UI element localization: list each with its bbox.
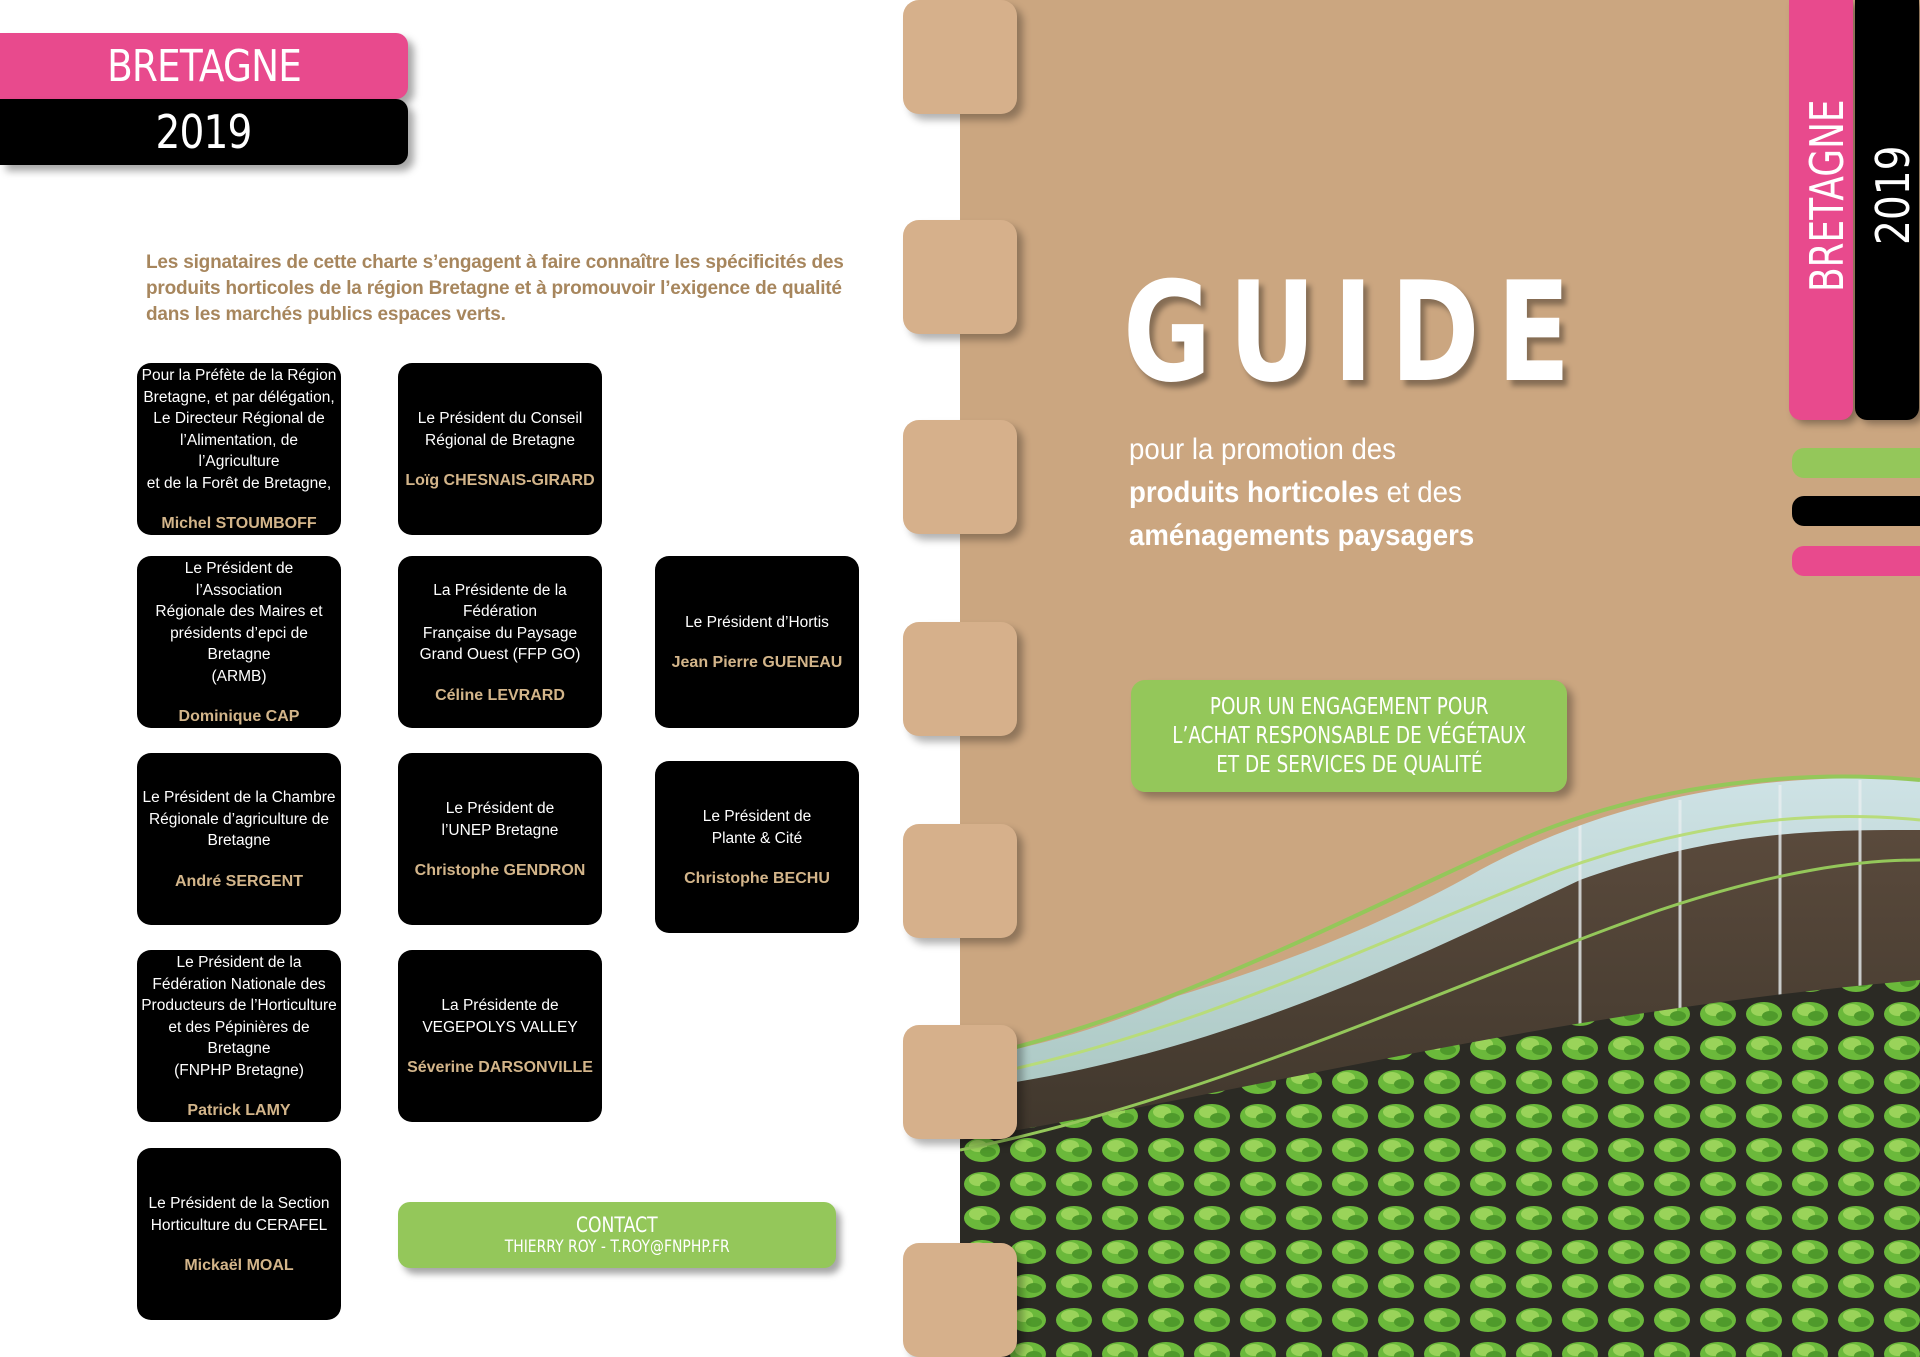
signatory-role: La Présidente de la Fédération Française du Paysage Grand Ouest (FFP GO) <box>419 581 581 663</box>
signatory-role: Le Président d’Hortis <box>685 613 829 631</box>
region-label: BRETAGNE <box>107 40 301 92</box>
binder-tab <box>903 220 1017 334</box>
signatory-name: Mickaël MOAL <box>184 1257 294 1274</box>
subtitle-line-2 <box>1129 471 1474 514</box>
subtitle-line-3 <box>1129 514 1474 557</box>
green-stripe <box>1792 448 1920 478</box>
signatory-name: Séverine DARSONVILLE <box>407 1059 593 1076</box>
signatory-card <box>137 1148 341 1320</box>
binder-tab <box>903 420 1017 534</box>
signatory-role: Le Président du Conseil Régional de Bretagne <box>417 410 583 449</box>
signatory-card <box>398 950 602 1122</box>
binder-tab <box>903 824 1017 938</box>
signatory-role: Le Président de la Fédération Nationale des Producteurs de l’Horticulture et des Pépinières de Bretagne (FNPHP Bretagne) <box>141 954 337 1079</box>
signatory-card <box>137 753 341 925</box>
signatory-card <box>137 363 341 535</box>
year-label: 2019 <box>155 105 253 159</box>
signatory-role: Le Président de l’Association Régionale des Maires et présidents d’epci de Bretagne (ARMB) <box>155 560 323 685</box>
cover-title: GUIDE <box>1123 252 1588 413</box>
side-region-label: BRETAGNE <box>1800 99 1854 292</box>
signatory-role: Le Président de Plante & Cité <box>702 808 812 847</box>
signatory-role: La Présidente de VEGEPOLYS VALLEY <box>422 997 578 1036</box>
cover-subtitle <box>1129 428 1474 557</box>
binder-tab <box>903 1025 1017 1139</box>
signatory-name: Christophe BECHU <box>684 870 830 887</box>
signatory-card <box>398 363 602 535</box>
contact-email[interactable]: THIERRY ROY - T.ROY@FNPHP.FR <box>504 1237 730 1257</box>
subtitle-bold-3: aménagements paysagers <box>1129 519 1475 552</box>
signatory-name: Loïg CHESNAIS-GIRARD <box>405 472 595 489</box>
signatory-role: Le Président de la Section Horticulture du CERAFEL <box>148 1195 330 1234</box>
banner-line: L’ACHAT RESPONSABLE DE VÉGÉTAUX <box>1172 722 1526 749</box>
black-stripe <box>1792 496 1920 526</box>
year-tag <box>0 99 408 165</box>
binder-tab <box>903 1243 1017 1357</box>
signatory-card <box>398 753 602 925</box>
signatory-name: Dominique CAP <box>178 708 300 725</box>
signatory-role: Le Président de l’UNEP Bretagne <box>441 800 559 839</box>
subtitle-rest-2: et des <box>1378 476 1462 509</box>
banner-line: POUR UN ENGAGEMENT POUR <box>1209 693 1489 720</box>
contact-title: CONTACT <box>576 1213 658 1237</box>
signatory-name: Christophe GENDRON <box>414 862 586 879</box>
signatory-card <box>655 556 859 728</box>
pink-stripe <box>1792 546 1920 576</box>
engagement-banner <box>1131 680 1567 792</box>
signatory-name: Jean Pierre GUENEAU <box>671 654 843 672</box>
contact-box <box>398 1202 836 1268</box>
region-tag <box>0 33 408 99</box>
banner-line: ET DE SERVICES DE QUALITÉ <box>1215 751 1483 778</box>
side-year-label: 2019 <box>1866 145 1920 245</box>
signatory-card <box>398 556 602 728</box>
signatory-name: Michel STOUMBOFF <box>161 515 317 532</box>
greenhouse-photo <box>960 760 1920 1357</box>
binder-tab <box>903 0 1017 114</box>
intro-paragraph: Les signataires de cette charte s’engagent à faire connaître les spécificités des produits horticoles de la région Bretagne et à promouvoir l’exigence de qualité dans les marchés publics espaces verts. <box>146 252 844 325</box>
signatory-name: André SERGENT <box>174 872 303 890</box>
signatory-card <box>655 761 859 933</box>
signatory-name: Patrick LAMY <box>187 1102 291 1119</box>
signatory-role: Pour la Préfète de la Région Bretagne, et par délégation, Le Directeur Régional de l’Alimentation, de l’Agriculture et de la Forêt de Bretagne, <box>141 367 337 492</box>
signatory-role: Le Président de la Chambre Régionale d’agriculture de Bretagne <box>142 789 336 850</box>
signatory-name: Céline LEVRARD <box>435 686 565 704</box>
subtitle-line-1: pour la promotion des <box>1129 433 1396 466</box>
signatory-card <box>137 950 341 1122</box>
subtitle-bold-2: produits horticoles <box>1129 476 1379 509</box>
binder-tab <box>903 622 1017 736</box>
signatory-card <box>137 556 341 728</box>
